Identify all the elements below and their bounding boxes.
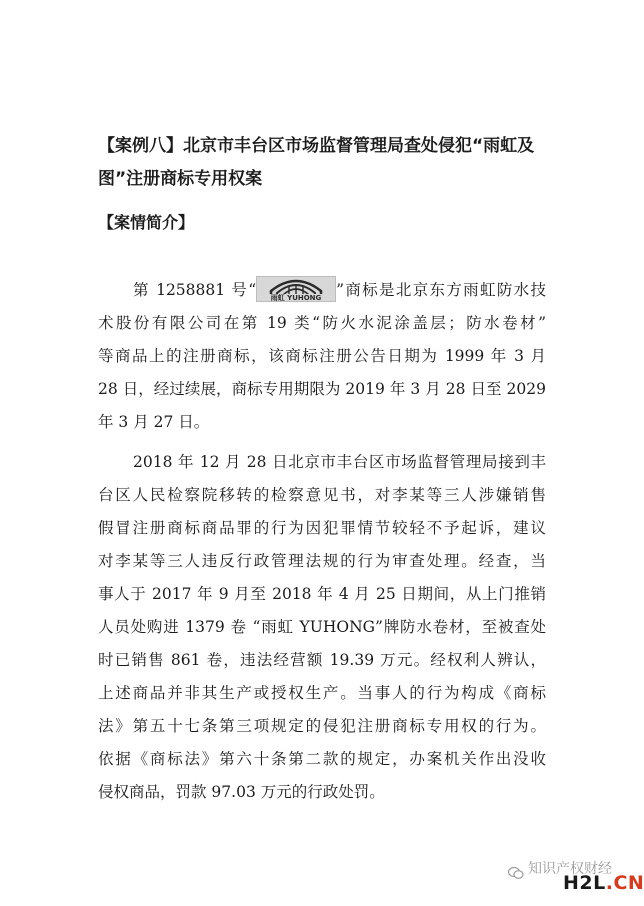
title-line-2: 图”注册商标专用权案 <box>98 169 263 189</box>
para2-line-10: 依据《商标法》第六十条第二款的规定，办案机关作出没收 <box>98 750 546 768</box>
para2-line-9: 法》第五十七条第三项规定的侵犯注册商标专用权的行为。 <box>98 717 546 735</box>
yuhong-trademark-logo <box>256 276 336 302</box>
para2-line-4: 对李某等三人违反行政管理法规的行为审查处理。经查，当 <box>98 552 546 570</box>
para1-line-2: 术股份有限公司在第 19 类“防火水泥涂盖层；防水卷材” <box>98 314 546 332</box>
para1-line-1: 第 1258881 号“ 雨虹 YUHONG ”商标是北京东方雨虹防水技 <box>133 275 546 305</box>
para2-line-7: 时已销售 861 卷，违法经营额 19.39 万元。经权利人辨认， <box>98 651 546 669</box>
para2-line-3: 假冒注册商标商品罪的行为因犯罪情节较轻不予起诉，建议 <box>98 519 546 537</box>
para1-line-4: 28 日，经过续展，商标专用期限为 2019 年 3 月 28 日至 2029 <box>98 380 546 398</box>
para1-line-3: 等商品上的注册商标，该商标注册公告日期为 1999 年 3 月 <box>98 347 546 365</box>
site-watermark: H2L.CN <box>563 872 644 894</box>
para2-line-2: 台区人民检察院移转的检察意见书，对李某等三人涉嫌销售 <box>98 486 546 504</box>
watermark-text: 知识产权财经 <box>528 861 612 877</box>
para2-line-11: 侵权商品，罚款 97.03 万元的行政处罚。 <box>98 783 385 801</box>
article-title <box>98 130 568 196</box>
title-line-1: 【案例八】北京市丰台区市场监督管理局查处侵犯“雨虹及 <box>98 136 535 156</box>
wechat-icon <box>508 866 524 880</box>
para2-line-5: 事人于 2017 年 9 月至 2018 年 4 月 25 日期间，从上门推销 <box>98 585 546 603</box>
para2-line-6: 人员处购进 1379 卷 “雨虹 YUHONG”牌防水卷材，至被查处 <box>98 618 546 636</box>
para2-line-1: 2018 年 12 月 28 日北京市丰台区市场监督管理局接到丰 <box>133 453 546 471</box>
section-heading: 【案情简介】 <box>98 213 195 232</box>
logo-text: 雨虹 YUHONG <box>270 294 322 302</box>
para2-line-8: 上述商品并非其生产或授权生产。当事人的行为构成《商标 <box>98 684 546 702</box>
para1-line-5: 年 3 月 27 日。 <box>98 413 210 431</box>
